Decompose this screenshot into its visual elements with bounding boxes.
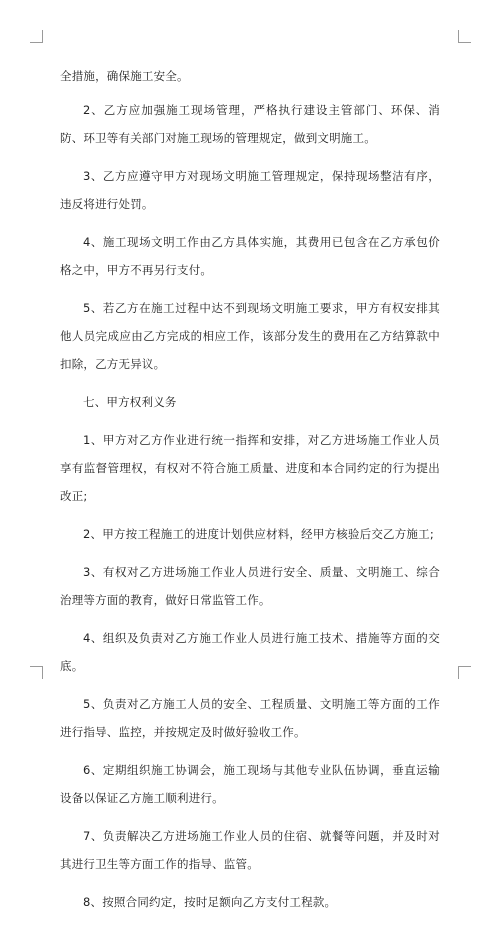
crop-mark-top-left <box>30 30 43 43</box>
paragraph-item-8: 8、按照合同约定，按时足额向乙方支付工程款。 <box>83 895 337 909</box>
paragraph-item-5: 5、负责对乙方施工人员的安全、工程质量、文明施工等方面的工作进行指导、监控，并按规定及时做好验收工作。 <box>60 697 440 739</box>
document-body <box>60 62 440 926</box>
paragraph-item-2: 2、乙方应加强施工现场管理，严格执行建设主管部门、环保、消防、环卫等有关部门对施工现场的管理规定，做到文明施工。 <box>60 103 440 145</box>
paragraph-item-4: 4、组织及负责对乙方施工作业人员进行施工技术、措施等方面的交底。 <box>60 631 440 673</box>
paragraph-item-6: 6、定期组织施工协调会，施工现场与其他专业队伍协调，垂直运输设备以保证乙方施工顺利进行。 <box>60 763 440 805</box>
paragraph-item-2: 2、甲方按工程施工的进度计划供应材料，经甲方核验后交乙方施工; <box>83 527 434 541</box>
crop-mark-bottom-right <box>458 666 471 679</box>
section-heading: 七、甲方权利义务 <box>83 395 177 409</box>
crop-mark-top-right <box>458 30 471 43</box>
paragraph-item-3: 3、乙方应遵守甲方对现场文明施工管理规定，保持现场整洁有序，违反将进行处罚。 <box>60 169 440 211</box>
paragraph-item-3: 3、有权对乙方进场施工作业人员进行安全、质量、文明施工、综合治理等方面的教育，做好日常监管工作。 <box>60 565 440 607</box>
paragraph-item-5: 5、若乙方在施工过程中达不到现场文明施工要求，甲方有权安排其他人员完成应由乙方完成的相应工作，该部分发生的费用在乙方结算款中扣除，乙方无异议。 <box>60 301 440 371</box>
paragraph-item-7: 7、负责解决乙方进场施工作业人员的住宿、就餐等问题，并及时对其进行卫生等方面工作的指导、监管。 <box>60 829 440 871</box>
paragraph-item-1: 1、甲方对乙方作业进行统一指挥和安排，对乙方进场施工作业人员享有监督管理权，有权对不符合施工质量、进度和本合同约定的行为提出改正; <box>60 433 440 503</box>
paragraph-continuation: 全措施，确保施工安全。 <box>60 69 189 83</box>
crop-mark-bottom-left <box>30 666 43 679</box>
paragraph-item-4: 4、施工现场文明工作由乙方具体实施，其费用已包含在乙方承包价格之中，甲方不再另行支付。 <box>60 235 440 277</box>
